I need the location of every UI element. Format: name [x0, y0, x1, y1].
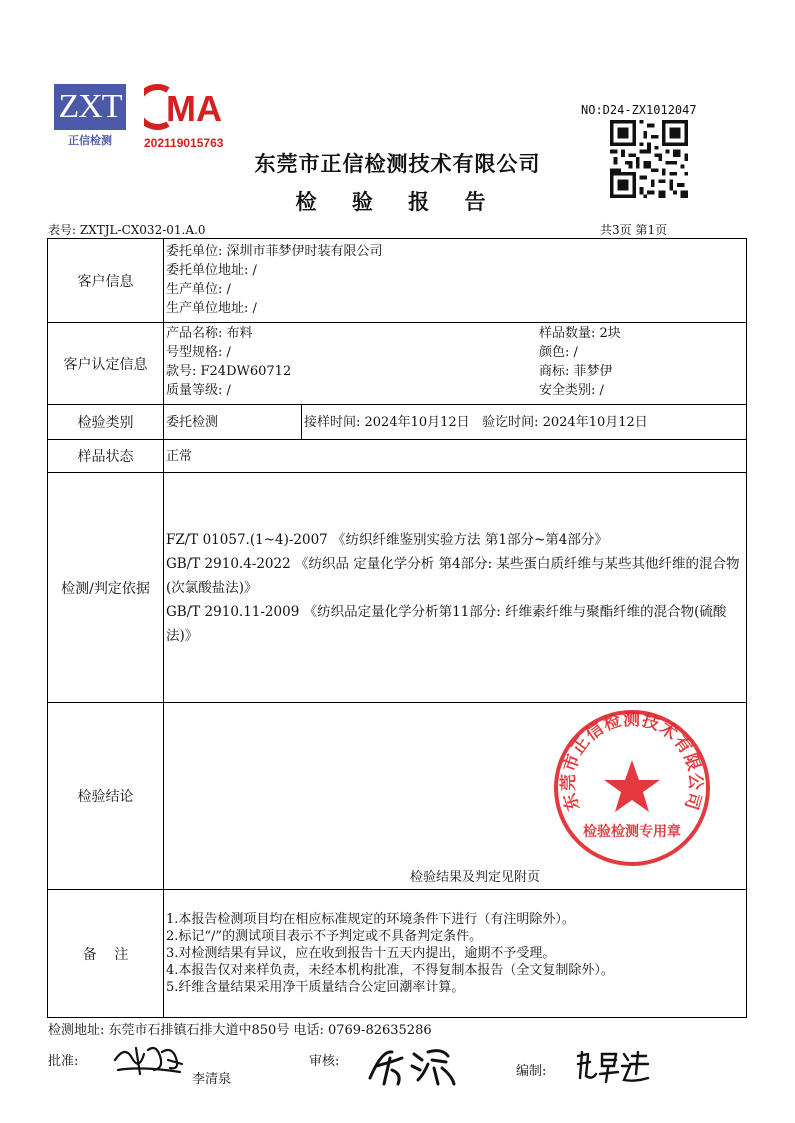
inspection-type-label: 检验类别: [48, 405, 164, 440]
sample-row: [48, 440, 747, 473]
cma-text: MA: [166, 88, 222, 129]
reviewer-signature-icon: [362, 1040, 462, 1088]
cma-number: 202119015763: [144, 136, 224, 150]
product-name: 产品名称: 布料: [166, 326, 253, 341]
basis-label: 检测/判定依据: [48, 473, 164, 703]
remarks-label: 备 注: [48, 890, 164, 1018]
sample-status-label: 样品状态: [48, 440, 164, 473]
product-row: [48, 323, 747, 405]
remark-line: 2.标记“/”的测试项目表示不予判定或不具备判定条件。: [166, 929, 483, 944]
review-label: 审核:: [309, 1054, 340, 1069]
inspection-row: [48, 405, 747, 440]
model-spec: 号型规格: /: [166, 345, 231, 360]
remarks-row: [48, 890, 747, 1018]
report-title: 检 验 报 告: [295, 189, 500, 214]
safety-category: 安全类别: /: [539, 383, 604, 398]
zxt-logo-sub: 正信检测: [68, 134, 112, 147]
style-number: 款号: F24DW60712: [166, 364, 292, 379]
entrusting-address: 委托单位地址: /: [166, 263, 257, 278]
sample-quantity: 样品数量: 2块: [539, 326, 621, 341]
brand: 商标: 菲梦伊: [539, 364, 613, 379]
conclusion-label: 检验结论: [48, 703, 164, 890]
compiler-signature-icon: [572, 1046, 654, 1086]
basis-row: [48, 473, 747, 703]
approver-signature-icon: [110, 1040, 190, 1080]
conclusion-text: 检验结果及判定见附页: [410, 870, 541, 885]
zxt-logo: [54, 84, 126, 146]
report-table: [47, 238, 747, 1018]
cma-logo: [144, 84, 244, 150]
remark-line: 3.对检测结果有异议，应在收到报告十五天内提出，逾期不予受理。: [166, 946, 556, 961]
color: 颜色: /: [539, 345, 578, 360]
client-row: [48, 239, 747, 323]
basis-line: GB/T 2910.11-2009 《纺织品定量化学分析第11部分: 纤维素纤维与聚酯纤维的混合物(硫酸法)》: [166, 603, 727, 644]
approver-name: 李清泉: [192, 1072, 232, 1087]
basis-line: GB/T 2910.4-2022 《纺织品 定量化学分析 第4部分: 某些蛋白质纤维与某些其他纤维的混合物(次氯酸盐法)》: [166, 555, 740, 596]
product-label: 客户认定信息: [48, 323, 164, 405]
entrusting-unit: 委托单位: 深圳市菲梦伊时装有限公司: [166, 244, 383, 259]
remark-line: 1.本报告检测项目均在相应标准规定的环境条件下进行（有注明除外）。: [166, 912, 575, 927]
approve-label: 批准:: [48, 1054, 79, 1069]
producer-address: 生产单位地址: /: [166, 301, 257, 316]
producer: 生产单位: /: [166, 282, 231, 297]
company-name: 东莞市正信检测技术有限公司: [254, 151, 541, 176]
client-label: 客户信息: [48, 239, 164, 323]
received-date: 接样时间: 2024年10月12日: [304, 414, 470, 430]
basis-line: FZ/T 01057.(1~4)-2007 《纺织纤维鉴别实验方法 第1部分~第4部分》: [166, 531, 608, 548]
compile-label: 编制:: [516, 1064, 547, 1079]
inspection-type-value: 委托检测: [166, 414, 219, 430]
remark-line: 4.本报告仅对来样负责，未经本机构批准，不得复制本报告（全文复制除外）。: [166, 963, 614, 978]
cma-mark-icon: [144, 84, 244, 130]
zxt-logo-text: ZXT: [54, 84, 126, 130]
lab-address: 检测地址: 东莞市石排镇石排大道中850号 电话: 0769-82635286: [48, 1023, 432, 1038]
quality-grade: 质量等级: /: [166, 383, 231, 398]
form-number: 表号: ZXTJL-CX032-01.A.0: [48, 223, 206, 237]
official-stamp: [552, 708, 712, 868]
report-number: NO:D24-ZX1012047: [581, 103, 697, 117]
sample-status-value: 正常: [166, 448, 193, 464]
remark-line: 5.纤维含量结果采用净干质量结合公定回潮率计算。: [166, 980, 465, 995]
stamp-company-text: 东莞市正信检测技术有限公司: [558, 709, 706, 813]
completed-date: 验讫时间: 2024年10月12日: [482, 414, 648, 430]
stamp-sub-text: 检验检测专用章: [583, 824, 681, 840]
stamp-star-icon: [604, 760, 660, 812]
page-count: 共3页 第1页: [600, 223, 668, 237]
